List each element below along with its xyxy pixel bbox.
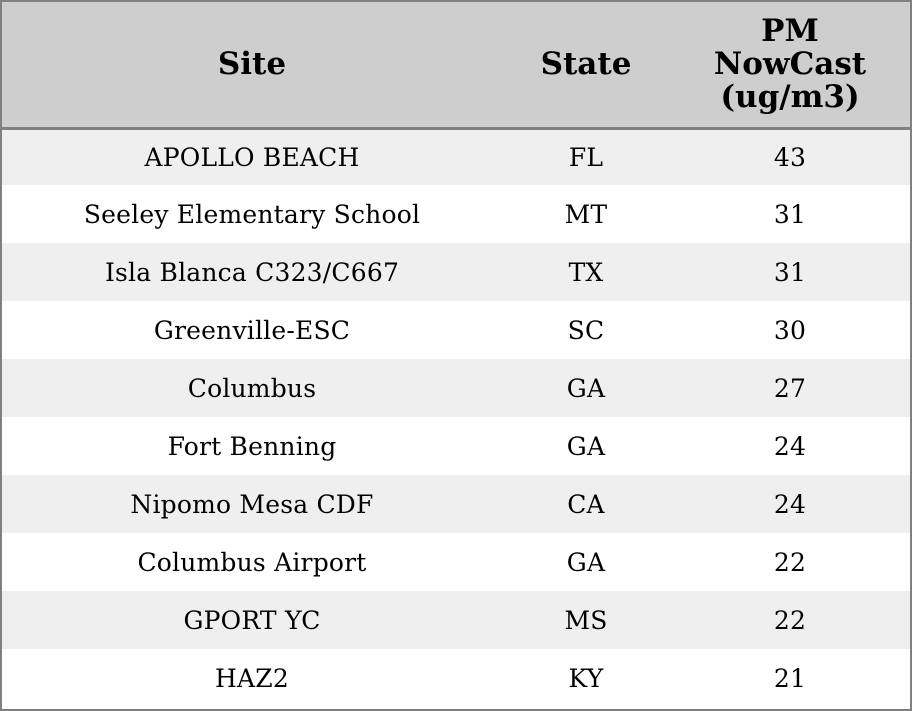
cell-site: Greenville-ESC [153, 315, 351, 345]
header-row [2, 2, 910, 128]
cell-site: Columbus [187, 373, 317, 403]
cell-state: TX [568, 257, 604, 287]
table-row [2, 649, 910, 707]
column-header-site: Site [2, 2, 502, 128]
cell-pm-nowcast: 27 [773, 373, 807, 403]
cell-state: MS [564, 605, 608, 635]
table-body [2, 128, 910, 707]
cell-state: MT [564, 199, 608, 229]
cell-state: GA [566, 431, 606, 461]
cell-pm-nowcast: 24 [773, 489, 807, 519]
column-header-state: State [502, 2, 670, 128]
table-row [2, 417, 910, 475]
cell-site: Columbus Airport [137, 547, 367, 577]
table-row [2, 533, 910, 591]
column-header-pm-nowcast: PM NowCast (ug/m3) [670, 2, 910, 128]
cell-site: Seeley Elementary School [83, 199, 421, 229]
cell-site: HAZ2 [215, 663, 289, 693]
table-row [2, 301, 910, 359]
table-row [2, 185, 910, 243]
cell-state: KY [568, 663, 604, 693]
table-row [2, 591, 910, 649]
cell-state: GA [566, 373, 606, 403]
cell-site: Fort Benning [167, 431, 337, 461]
cell-pm-nowcast: 43 [773, 142, 807, 172]
table-row [2, 475, 910, 533]
cell-state: GA [566, 547, 606, 577]
cell-pm-nowcast: 31 [773, 257, 807, 287]
cell-pm-nowcast: 24 [773, 431, 807, 461]
cell-pm-nowcast: 22 [773, 547, 807, 577]
table-row [2, 128, 910, 185]
cell-pm-nowcast: 30 [773, 315, 807, 345]
cell-pm-nowcast: 22 [773, 605, 807, 635]
table-header [2, 2, 910, 128]
cell-state: FL [568, 142, 604, 172]
cell-pm-nowcast: 31 [773, 199, 807, 229]
cell-site: Nipomo Mesa CDF [130, 489, 374, 519]
cell-site: Isla Blanca C323/C667 [104, 257, 400, 287]
pm-nowcast-table [2, 2, 910, 707]
cell-pm-nowcast: 21 [773, 663, 807, 693]
table-row [2, 243, 910, 301]
table-row [2, 359, 910, 417]
cell-state: CA [567, 489, 605, 519]
cell-site: APOLLO BEACH [144, 142, 360, 172]
cell-state: SC [567, 315, 605, 345]
cell-site: GPORT YC [183, 605, 321, 635]
